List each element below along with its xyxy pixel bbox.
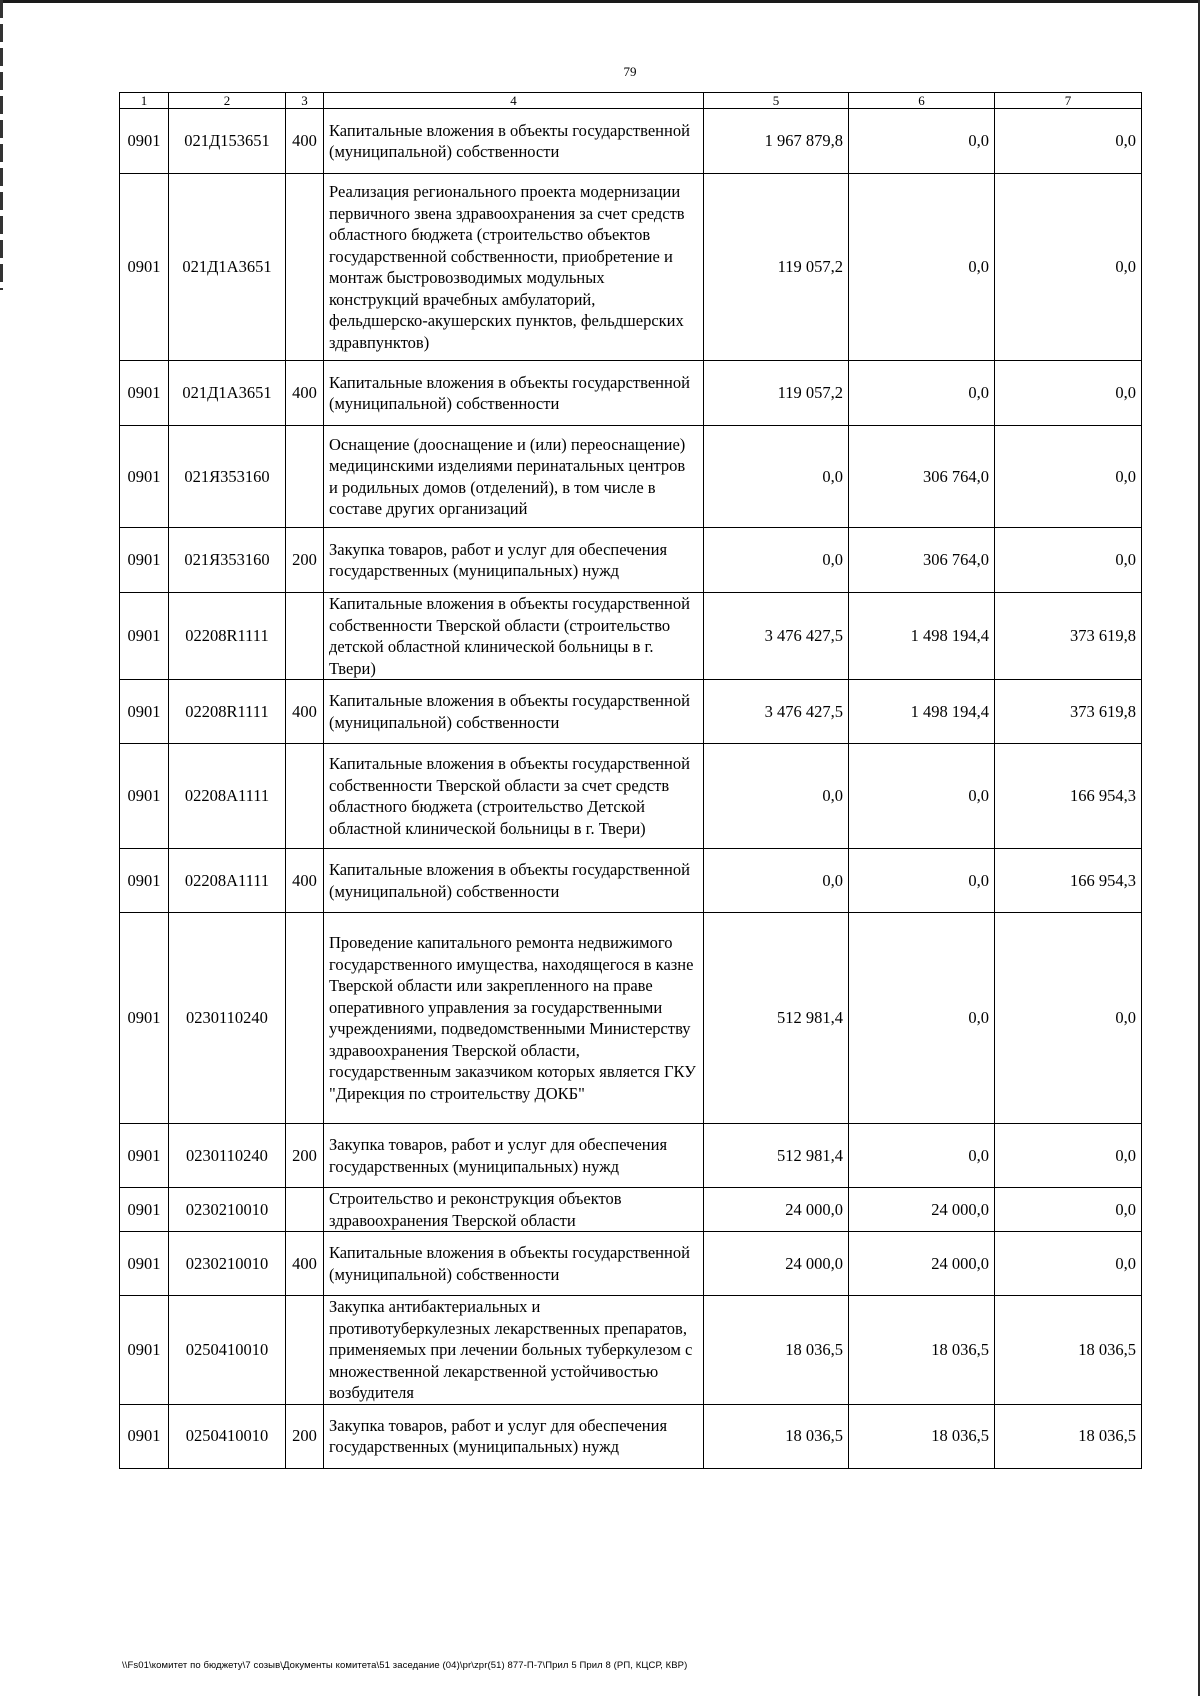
cell-value-5: 3 476 427,5	[704, 593, 849, 680]
table-row	[120, 109, 1142, 174]
table-header	[120, 93, 1142, 109]
cell-code: 021Д1А3651	[169, 174, 286, 361]
cell-value-7: 18 036,5	[995, 1296, 1142, 1405]
cell-description: Капитальные вложения в объекты государственной собственности Тверской области за счет средств областного бюджета (строительство Детской областной клинической больницы в г. Твери)	[324, 744, 704, 849]
cell-section: 0901	[120, 426, 169, 528]
cell-type	[286, 174, 324, 361]
cell-type: 400	[286, 361, 324, 426]
table-row	[120, 593, 1142, 680]
cell-description: Капитальные вложения в объекты государственной (муниципальной) собственности	[324, 680, 704, 744]
cell-description: Реализация регионального проекта модернизации первичного звена здравоохранения за счет средств областного бюджета (строительство объектов государственной собственности, приобретение и монтаж быстровозводимых модульных конструкций врачебных амбулаторий, фельдшерско-акушерских пунктов, фельдшерских здравпунктов)	[324, 174, 704, 361]
cell-code: 021Д1А3651	[169, 361, 286, 426]
cell-code: 02208A1111	[169, 849, 286, 913]
cell-value-7: 0,0	[995, 528, 1142, 593]
table-row	[120, 361, 1142, 426]
cell-code: 0250410010	[169, 1404, 286, 1468]
cell-description: Закупка товаров, работ и услуг для обеспечения государственных (муниципальных) нужд	[324, 528, 704, 593]
table-row	[120, 1404, 1142, 1468]
cell-value-5: 1 967 879,8	[704, 109, 849, 174]
table-row	[120, 1232, 1142, 1296]
cell-value-5: 119 057,2	[704, 361, 849, 426]
cell-value-7: 373 619,8	[995, 593, 1142, 680]
cell-type: 400	[286, 680, 324, 744]
header-col-2: 2	[169, 93, 286, 109]
cell-value-6: 18 036,5	[849, 1404, 995, 1468]
cell-code: 0230110240	[169, 913, 286, 1124]
cell-value-6: 24 000,0	[849, 1188, 995, 1232]
cell-code: 0230210010	[169, 1232, 286, 1296]
header-col-6: 6	[849, 93, 995, 109]
header-row	[120, 93, 1142, 109]
cell-description: Закупка товаров, работ и услуг для обеспечения государственных (муниципальных) нужд	[324, 1124, 704, 1188]
table-row	[120, 849, 1142, 913]
cell-value-5: 0,0	[704, 744, 849, 849]
cell-section: 0901	[120, 680, 169, 744]
cell-value-5: 18 036,5	[704, 1296, 849, 1405]
table-row	[120, 913, 1142, 1124]
cell-description: Строительство и реконструкция объектов здравоохранения Тверской области	[324, 1188, 704, 1232]
cell-type: 400	[286, 1232, 324, 1296]
cell-value-5: 0,0	[704, 849, 849, 913]
cell-type: 400	[286, 849, 324, 913]
budget-table	[119, 92, 1142, 1469]
cell-code: 02208R1111	[169, 680, 286, 744]
cell-value-6: 0,0	[849, 174, 995, 361]
page-number: 79	[623, 64, 637, 79]
cell-value-7: 0,0	[995, 361, 1142, 426]
cell-type	[286, 913, 324, 1124]
cell-section: 0901	[120, 849, 169, 913]
cell-value-7: 18 036,5	[995, 1404, 1142, 1468]
table-row	[120, 1296, 1142, 1405]
cell-description: Капитальные вложения в объекты государственной собственности Тверской области (строительство детской областной клинической больницы в г. Твери)	[324, 593, 704, 680]
table-body	[120, 109, 1142, 1469]
table-row	[120, 528, 1142, 593]
cell-section: 0901	[120, 361, 169, 426]
cell-description: Закупка антибактериальных и противотуберкулезных лекарственных препаратов, применяемых при лечении больных туберкулезом с множественной лекарственной устойчивостью возбудителя	[324, 1296, 704, 1405]
cell-value-7: 166 954,3	[995, 744, 1142, 849]
cell-type: 200	[286, 528, 324, 593]
cell-value-6: 0,0	[849, 109, 995, 174]
cell-section: 0901	[120, 1124, 169, 1188]
cell-value-6: 0,0	[849, 744, 995, 849]
cell-section: 0901	[120, 593, 169, 680]
cell-type	[286, 1296, 324, 1405]
cell-value-5: 119 057,2	[704, 174, 849, 361]
cell-value-5: 0,0	[704, 528, 849, 593]
cell-description: Оснащение (дооснащение и (или) переоснащение) медицинскими изделиями перинатальных центров и родильных домов (отделений), в том числе в составе других организаций	[324, 426, 704, 528]
cell-value-7: 0,0	[995, 913, 1142, 1124]
cell-value-6: 24 000,0	[849, 1232, 995, 1296]
header-col-5: 5	[704, 93, 849, 109]
cell-value-7: 0,0	[995, 1188, 1142, 1232]
cell-code: 021Я353160	[169, 426, 286, 528]
cell-section: 0901	[120, 1188, 169, 1232]
cell-description: Закупка товаров, работ и услуг для обеспечения государственных (муниципальных) нужд	[324, 1404, 704, 1468]
cell-description: Капитальные вложения в объекты государственной (муниципальной) собственности	[324, 361, 704, 426]
cell-value-6: 0,0	[849, 849, 995, 913]
cell-section: 0901	[120, 913, 169, 1124]
header-col-7: 7	[995, 93, 1142, 109]
cell-code: 02208R1111	[169, 593, 286, 680]
cell-code: 0230110240	[169, 1124, 286, 1188]
cell-code: 02208A1111	[169, 744, 286, 849]
cell-type: 200	[286, 1404, 324, 1468]
table-row	[120, 174, 1142, 361]
header-col-1: 1	[120, 93, 169, 109]
cell-value-7: 0,0	[995, 174, 1142, 361]
cell-type	[286, 426, 324, 528]
cell-value-6: 0,0	[849, 1124, 995, 1188]
cell-value-6: 1 498 194,4	[849, 680, 995, 744]
cell-value-6: 1 498 194,4	[849, 593, 995, 680]
cell-value-7: 0,0	[995, 426, 1142, 528]
cell-value-5: 24 000,0	[704, 1232, 849, 1296]
cell-value-6: 0,0	[849, 361, 995, 426]
cell-value-6: 306 764,0	[849, 426, 995, 528]
cell-section: 0901	[120, 1404, 169, 1468]
cell-value-7: 0,0	[995, 1124, 1142, 1188]
cell-value-5: 24 000,0	[704, 1188, 849, 1232]
cell-description: Капитальные вложения в объекты государственной (муниципальной) собственности	[324, 1232, 704, 1296]
table-row	[120, 426, 1142, 528]
cell-description: Капитальные вложения в объекты государственной (муниципальной) собственности	[324, 109, 704, 174]
cell-code: 021Я353160	[169, 528, 286, 593]
cell-section: 0901	[120, 1296, 169, 1405]
header-col-3: 3	[286, 93, 324, 109]
cell-value-5: 512 981,4	[704, 913, 849, 1124]
cell-description: Проведение капитального ремонта недвижимого государственного имущества, находящегося в казне Тверской области или закрепленного на праве оперативного управления за государственными учреждениями, подведомственными Министерству здравоохранения Тверской области, государственным заказчиком которых является ГКУ "Дирекция по строительству ДОКБ"	[324, 913, 704, 1124]
table-row	[120, 744, 1142, 849]
cell-section: 0901	[120, 109, 169, 174]
cell-value-7: 166 954,3	[995, 849, 1142, 913]
cell-value-5: 512 981,4	[704, 1124, 849, 1188]
cell-section: 0901	[120, 1232, 169, 1296]
cell-code: 0250410010	[169, 1296, 286, 1405]
table-row	[120, 680, 1142, 744]
cell-type	[286, 744, 324, 849]
table-row	[120, 1188, 1142, 1232]
cell-value-5: 0,0	[704, 426, 849, 528]
cell-section: 0901	[120, 174, 169, 361]
cell-type: 400	[286, 109, 324, 174]
cell-section: 0901	[120, 528, 169, 593]
cell-value-7: 373 619,8	[995, 680, 1142, 744]
table-row	[120, 1124, 1142, 1188]
cell-code: 0230210010	[169, 1188, 286, 1232]
footer-file-path: \\Fs01\комитет по бюджету\7 созыв\Документы комитета\51 заседание (04)\pr\zpr(51) 877-П-7\Прил 5 Прил 8 (РП, КЦСР, КВР)	[122, 1660, 688, 1671]
cell-value-6: 18 036,5	[849, 1296, 995, 1405]
header-col-4: 4	[324, 93, 704, 109]
cell-value-6: 0,0	[849, 913, 995, 1124]
cell-type: 200	[286, 1124, 324, 1188]
cell-type	[286, 593, 324, 680]
cell-value-7: 0,0	[995, 109, 1142, 174]
cell-type	[286, 1188, 324, 1232]
scan-edge-left	[0, 0, 3, 290]
cell-value-7: 0,0	[995, 1232, 1142, 1296]
cell-value-6: 306 764,0	[849, 528, 995, 593]
cell-code: 021Д153651	[169, 109, 286, 174]
cell-description: Капитальные вложения в объекты государственной (муниципальной) собственности	[324, 849, 704, 913]
cell-section: 0901	[120, 744, 169, 849]
cell-value-5: 18 036,5	[704, 1404, 849, 1468]
scan-edge-top	[0, 0, 1200, 3]
cell-value-5: 3 476 427,5	[704, 680, 849, 744]
